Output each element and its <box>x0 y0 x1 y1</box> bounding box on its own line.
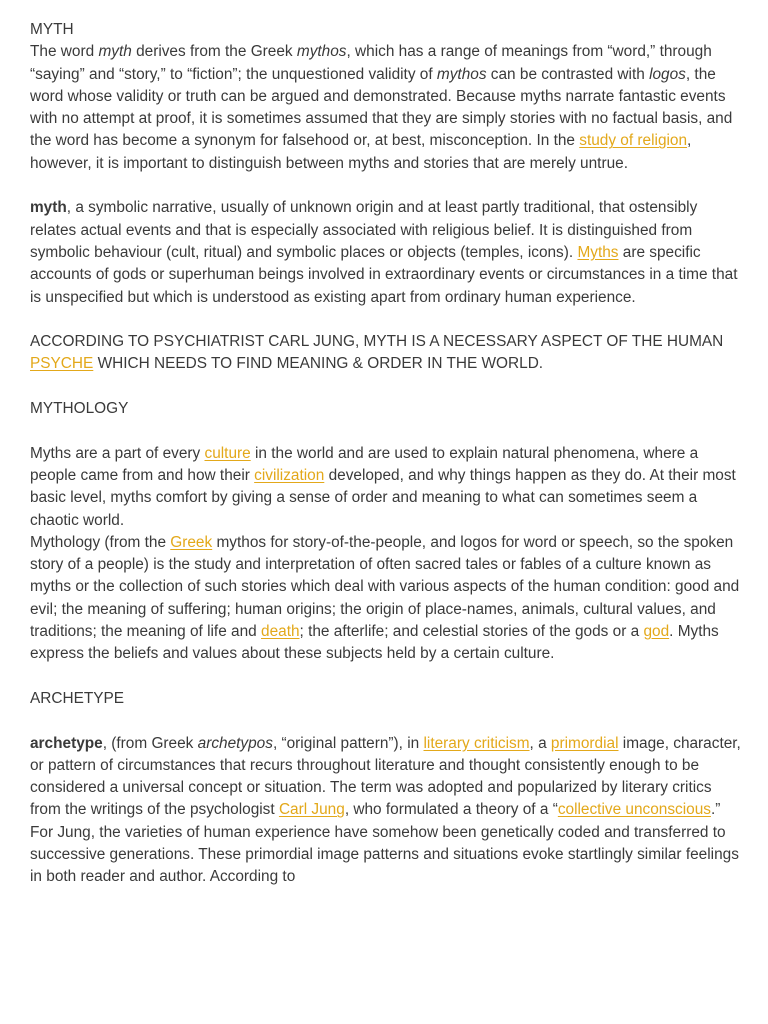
section-heading-myth: MYTH <box>30 21 74 38</box>
link-psyche[interactable]: PSYCHE <box>30 355 94 373</box>
term-archetype: archetype <box>30 734 103 752</box>
link-greek[interactable]: Greek <box>170 533 213 551</box>
link-study-of-religion[interactable]: study of religion <box>579 132 688 150</box>
paragraph-myths-culture: Myths are a part of every culture in the world and are used to explain natural phenomena, where a people came from and how their civilization developed, and why things happen as they do. At their most basic level, myths comfort by giving a sense of order and meaning to what can sometimes seem a chaotic world. <box>30 444 736 529</box>
link-primordial[interactable]: primordial <box>550 734 619 752</box>
link-god[interactable]: god <box>643 623 670 641</box>
link-literary-criticism[interactable]: literary criticism <box>423 734 530 752</box>
link-culture[interactable]: culture <box>204 444 251 462</box>
link-collective-unconscious[interactable]: collective unconscious <box>557 801 711 819</box>
paragraph-myth-definition: myth, a symbolic narrative, usually of unknown origin and at least partly traditional, that ostensibly relates actual events and that is especially associated with religious belief. It is distinguished from symbolic behaviour (cult, ritual) and symbolic places or objects (temples, icons). Myths are specific accounts of gods or superhuman beings involved in extraordinary events or circumstances in a time that is unspecified but which is understood as existing apart from ordinary human experience. <box>30 199 738 306</box>
link-carl-jung[interactable]: Carl Jung <box>278 801 345 819</box>
paragraph-archetype-definition: archetype, (from Greek archetypos, “original pattern”), in literary criticism, a primordial image, character, or pattern of circumstances that recurs throughout literature and thought consistently enough to be considered a universal concept or situation. The term was adopted and popularized by literary critics from the writings of the psychologist Carl Jung, who formulated a theory of a “collective unconscious.” For Jung, the varieties of human experience have somehow been genetically coded and transferred to successive generations. These primordial image patterns and situations evoke startlingly similar feelings in both reader and author. According to <box>30 734 741 886</box>
link-myths[interactable]: Myths <box>577 243 619 261</box>
paragraph-mythology-definition: Mythology (from the Greek mythos for story-of-the-people, and logos for word or speech, so the spoken story of a people) is the study and interpretation of often sacred tales or fables of a culture known as myths or the collection of such stories which deal with various aspects of the human condition: good and evil; the meaning of suffering; human origins; the origin of place-names, animals, cultural values, and traditions; the meaning of life and death; the afterlife; and celestial stories of the gods or a god. Myths express the beliefs and values about these subjects held by a certain culture. <box>30 533 740 663</box>
paragraph-myth-etymology: The word myth derives from the Greek mythos, which has a range of meanings from “word,” through “saying” and “story,” to “fiction”; the unquestioned validity of mythos can be contrasted with logos, the word whose validity or truth can be argued and demonstrated. Because myths narrate fantastic events with no attempt at proof, it is sometimes assumed that they are simply stories with no factual basis, and the word has become a synonym for falsehood or, at best, misconception. In the study of religion, however, it is important to distinguish between myths and stories that are merely untrue. <box>30 43 733 172</box>
paragraph-jung-quote: ACCORDING TO PSYCHIATRIST CARL JUNG, MYTH IS A NECESSARY ASPECT OF THE HUMAN PSYCHE WHICH NEEDS TO FIND MEANING & ORDER IN THE WORLD. <box>30 333 724 373</box>
section-heading-mythology: MYTHOLOGY <box>30 400 129 418</box>
link-civilization[interactable]: civilization <box>254 466 325 484</box>
term-myth: myth <box>30 199 67 217</box>
link-death[interactable]: death <box>261 623 300 641</box>
section-heading-archetype: ARCHETYPE <box>30 689 125 707</box>
